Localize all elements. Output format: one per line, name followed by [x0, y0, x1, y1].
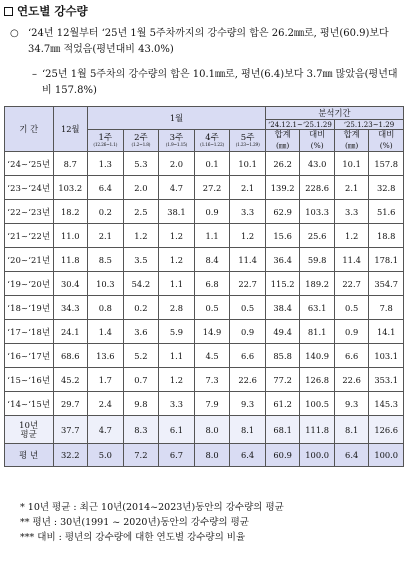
table-cell: 3.6 — [123, 320, 159, 344]
table-row — [5, 248, 404, 272]
table-cell: 0.5 — [230, 296, 266, 320]
table-cell: 5.2 — [123, 344, 159, 368]
table-cell: 3.3 — [230, 200, 266, 224]
table-cell: 126.6 — [369, 416, 404, 444]
table-row — [5, 392, 404, 416]
table-cell: 2.0 — [159, 152, 195, 176]
header-january: 1월 — [88, 107, 266, 130]
table-cell: 100.5 — [300, 392, 335, 416]
section-title-text: 연도별 강수량 — [17, 4, 88, 18]
table-cell: 8.3 — [123, 416, 159, 444]
table-cell: 85.8 — [265, 344, 300, 368]
table-cell: 27.2 — [194, 176, 230, 200]
table-cell: 49.4 — [265, 320, 300, 344]
sum-label: 합계 — [343, 129, 360, 140]
summary-bullet — [10, 26, 400, 58]
footnotes — [20, 500, 400, 545]
table-cell: 157.8 — [369, 152, 404, 176]
row-label: ‘14~‘15년 — [5, 392, 54, 416]
header-analysis-period: 분석기간 — [265, 107, 403, 120]
table-cell: 1.2 — [334, 224, 369, 248]
table-cell: 1.2 — [159, 224, 195, 248]
table-row — [5, 200, 404, 224]
row-label: ‘23~‘24년 — [5, 176, 54, 200]
table-cell: 0.8 — [88, 296, 124, 320]
week-range: (1.23~1.29) — [235, 142, 260, 148]
table-cell: 25.6 — [300, 224, 335, 248]
table-cell: 22.7 — [334, 272, 369, 296]
table-row — [5, 344, 404, 368]
table-cell: 1.3 — [88, 152, 124, 176]
table-cell: 32.8 — [369, 176, 404, 200]
table-cell: 103.1 — [369, 344, 404, 368]
table-cell: 62.9 — [265, 200, 300, 224]
table-cell: 0.9 — [230, 320, 266, 344]
table-cell: 0.2 — [123, 296, 159, 320]
table-cell: 36.4 — [265, 248, 300, 272]
week-label: 2주 — [134, 132, 148, 143]
table-cell: 354.7 — [369, 272, 404, 296]
summary-bullet-text: ‘24년 12월부터 ‘25년 1월 5주차까지의 강수량의 합은 26.2㎜로, 평년(60.9)보다 34.7㎜ 적었음(평년대비 43.0%) — [28, 28, 389, 55]
table-cell: 10.1 — [230, 152, 266, 176]
row-label: ‘22~‘23년 — [5, 200, 54, 224]
header-week — [194, 130, 230, 152]
table-cell: 140.9 — [300, 344, 335, 368]
table-cell: 77.2 — [265, 368, 300, 392]
table-cell: 3.5 — [123, 248, 159, 272]
table-cell: 2.1 — [334, 176, 369, 200]
table-header — [5, 107, 404, 152]
table-cell: 5.0 — [88, 444, 124, 467]
table-cell: 6.8 — [194, 272, 230, 296]
table-cell: 7.3 — [194, 368, 230, 392]
row-label: ‘24~‘25년 — [5, 152, 54, 176]
table-cell: 178.1 — [369, 248, 404, 272]
table-cell: 8.4 — [194, 248, 230, 272]
table-cell: 189.2 — [300, 272, 335, 296]
table-row — [5, 320, 404, 344]
row-label: 평 년 — [5, 444, 54, 467]
table-row — [5, 152, 404, 176]
circle-bullet-icon: ○ — [10, 28, 19, 39]
sum-unit: (㎜) — [275, 140, 290, 150]
table-cell: 8.0 — [194, 416, 230, 444]
table-cell: 29.7 — [53, 392, 88, 416]
header-week — [159, 130, 195, 152]
table-cell: 2.4 — [88, 392, 124, 416]
table-cell: 8.0 — [194, 444, 230, 467]
table-cell: 1.2 — [159, 368, 195, 392]
sum-unit: (㎜) — [344, 140, 359, 150]
table-cell: 145.3 — [369, 392, 404, 416]
table-cell: 139.2 — [265, 176, 300, 200]
table-cell: 1.2 — [230, 224, 266, 248]
table-cell: 34.3 — [53, 296, 88, 320]
table-cell: 22.6 — [334, 368, 369, 392]
sub-bullet — [32, 67, 402, 99]
table-cell: 38.4 — [265, 296, 300, 320]
header-december: 12월 — [53, 107, 88, 152]
row-label: ‘15~‘16년 — [5, 368, 54, 392]
table-cell: 8.1 — [230, 416, 266, 444]
table-cell: 9.3 — [334, 392, 369, 416]
table-cell: 3.3 — [334, 200, 369, 224]
table-cell: 6.7 — [159, 444, 195, 467]
table-cell: 2.5 — [123, 200, 159, 224]
table-cell: 6.4 — [230, 444, 266, 467]
table-cell: 11.4 — [334, 248, 369, 272]
table-cell: 1.1 — [159, 344, 195, 368]
table-cell: 8.1 — [334, 416, 369, 444]
week-label: 3주 — [169, 132, 184, 143]
normal-year-row — [5, 444, 404, 467]
table-cell: 54.2 — [123, 272, 159, 296]
table-cell: 63.1 — [300, 296, 335, 320]
table-cell: 8.5 — [88, 248, 124, 272]
table-cell: 0.7 — [123, 368, 159, 392]
sub-bullet-text: ‘25년 1월 5주차의 강수량의 합은 10.1㎜로, 평년(6.4)보다 3.7㎜ 많았음(평년대비 157.8%) — [42, 69, 398, 96]
table-cell: 18.2 — [53, 200, 88, 224]
header-week — [123, 130, 159, 152]
table-cell: 22.6 — [230, 368, 266, 392]
ratio-unit: (%) — [310, 140, 324, 150]
table-cell: 111.8 — [300, 416, 335, 444]
header-period: 기 간 — [5, 107, 54, 152]
table-cell: 30.4 — [53, 272, 88, 296]
table-cell: 10.3 — [88, 272, 124, 296]
table-row — [5, 296, 404, 320]
row-label: ‘17~‘18년 — [5, 320, 54, 344]
row-label: ‘18~‘19년 — [5, 296, 54, 320]
table-cell: 7.9 — [194, 392, 230, 416]
footnote: *** 대비 : 평년의 강수량에 대한 연도별 강수량의 비율 — [20, 532, 246, 543]
table-cell: 1.2 — [159, 248, 195, 272]
table-cell: 68.6 — [53, 344, 88, 368]
table-cell: 0.1 — [194, 152, 230, 176]
week-label: 4주 — [205, 132, 219, 143]
header-sum-a — [265, 130, 300, 152]
table-cell: 103.3 — [300, 200, 335, 224]
header-range-a: ‘24.12.1~‘25.1.29 — [265, 120, 334, 130]
table-cell: 22.7 — [230, 272, 266, 296]
table-cell: 103.2 — [53, 176, 88, 200]
week-range: (1.16~1.22) — [200, 142, 224, 148]
table-cell: 0.5 — [194, 296, 230, 320]
table-cell: 18.8 — [369, 224, 404, 248]
table-cell: 6.6 — [334, 344, 369, 368]
header-week — [230, 130, 266, 152]
section-title — [4, 3, 88, 19]
table-cell: 126.8 — [300, 368, 335, 392]
table-cell: 61.2 — [265, 392, 300, 416]
table-cell: 15.6 — [265, 224, 300, 248]
table-cell: 1.4 — [88, 320, 124, 344]
row-label-line2: 평균 — [20, 428, 37, 439]
row-label-line1: 10년 — [19, 419, 39, 430]
row-label: ‘16~‘17년 — [5, 344, 54, 368]
table-cell: 228.6 — [300, 176, 335, 200]
ratio-unit: (%) — [379, 140, 393, 150]
row-label: ‘20~‘21년 — [5, 248, 54, 272]
table-cell: 3.3 — [159, 392, 195, 416]
table-cell: 43.0 — [300, 152, 335, 176]
week-range: (12.26~1.1) — [93, 142, 118, 148]
table-cell: 1.2 — [123, 224, 159, 248]
table-cell: 81.1 — [300, 320, 335, 344]
dash-bullet-icon: – — [32, 69, 37, 80]
table-cell: 9.8 — [123, 392, 159, 416]
table-cell: 7.8 — [369, 296, 404, 320]
checkbox-square-icon — [4, 7, 13, 16]
table-cell: 2.0 — [123, 176, 159, 200]
table-cell: 11.0 — [53, 224, 88, 248]
table-cell: 2.1 — [88, 224, 124, 248]
table-cell: 32.2 — [53, 444, 88, 467]
table-cell: 26.2 — [265, 152, 300, 176]
table-cell: 51.6 — [369, 200, 404, 224]
table-cell: 37.7 — [53, 416, 88, 444]
table-cell: 45.2 — [53, 368, 88, 392]
table-cell: 0.5 — [334, 296, 369, 320]
ratio-label: 대비 — [377, 129, 395, 140]
table-cell: 60.9 — [265, 444, 300, 467]
precipitation-table — [4, 106, 404, 467]
week-range: (1.2~1.8) — [131, 142, 151, 148]
table-cell: 0.9 — [334, 320, 369, 344]
table-cell: 353.1 — [369, 368, 404, 392]
row-label — [5, 416, 54, 444]
table-cell: 59.8 — [300, 248, 335, 272]
table-cell: 2.1 — [230, 176, 266, 200]
week-label: 5주 — [240, 132, 255, 143]
table-row — [5, 224, 404, 248]
table-row — [5, 368, 404, 392]
sum-label: 합계 — [274, 129, 291, 140]
table-cell: 10.1 — [334, 152, 369, 176]
table-cell: 4.7 — [88, 416, 124, 444]
table-cell: 6.1 — [159, 416, 195, 444]
header-ratio-a — [300, 130, 335, 152]
table-cell: 14.1 — [369, 320, 404, 344]
header-ratio-b — [369, 130, 404, 152]
table-cell: 68.1 — [265, 416, 300, 444]
footnote: * 10년 평균 : 최근 10년(2014~2023년)동안의 강수량의 평균 — [20, 502, 284, 513]
table-cell: 0.9 — [194, 200, 230, 224]
week-label: 1주 — [98, 132, 113, 143]
table-cell: 9.3 — [230, 392, 266, 416]
table-cell: 13.6 — [88, 344, 124, 368]
ten-year-average-row — [5, 416, 404, 444]
table-row — [5, 272, 404, 296]
table-cell: 115.2 — [265, 272, 300, 296]
table-cell: 1.1 — [194, 224, 230, 248]
header-sum-b — [334, 130, 369, 152]
table-cell: 1.1 — [159, 272, 195, 296]
table-cell: 1.7 — [88, 368, 124, 392]
table-body — [5, 152, 404, 467]
table-cell: 5.3 — [123, 152, 159, 176]
table-cell: 14.9 — [194, 320, 230, 344]
table-cell: 6.4 — [334, 444, 369, 467]
ratio-label: 대비 — [308, 129, 326, 140]
table-cell: 7.2 — [123, 444, 159, 467]
table-cell: 38.1 — [159, 200, 195, 224]
header-week — [88, 130, 124, 152]
table-cell: 6.4 — [88, 176, 124, 200]
table-cell: 100.0 — [369, 444, 404, 467]
table-cell: 2.8 — [159, 296, 195, 320]
row-label: ‘19~‘20년 — [5, 272, 54, 296]
table-cell: 0.2 — [88, 200, 124, 224]
table-cell: 11.8 — [53, 248, 88, 272]
header-range-b: ‘25.1.23~1.29 — [334, 120, 403, 130]
week-range: (1.9~1.15) — [165, 142, 188, 148]
table-cell: 100.0 — [300, 444, 335, 467]
table-cell: 4.5 — [194, 344, 230, 368]
table-cell: 8.7 — [53, 152, 88, 176]
row-label: ‘21~‘22년 — [5, 224, 54, 248]
table-row — [5, 176, 404, 200]
footnote: ** 평년 : 30년(1991 ~ 2020년)동안의 강수량의 평균 — [20, 517, 249, 528]
table-cell: 24.1 — [53, 320, 88, 344]
table-cell: 5.9 — [159, 320, 195, 344]
table-cell: 4.7 — [159, 176, 195, 200]
table-cell: 6.6 — [230, 344, 266, 368]
table-cell: 11.4 — [230, 248, 266, 272]
